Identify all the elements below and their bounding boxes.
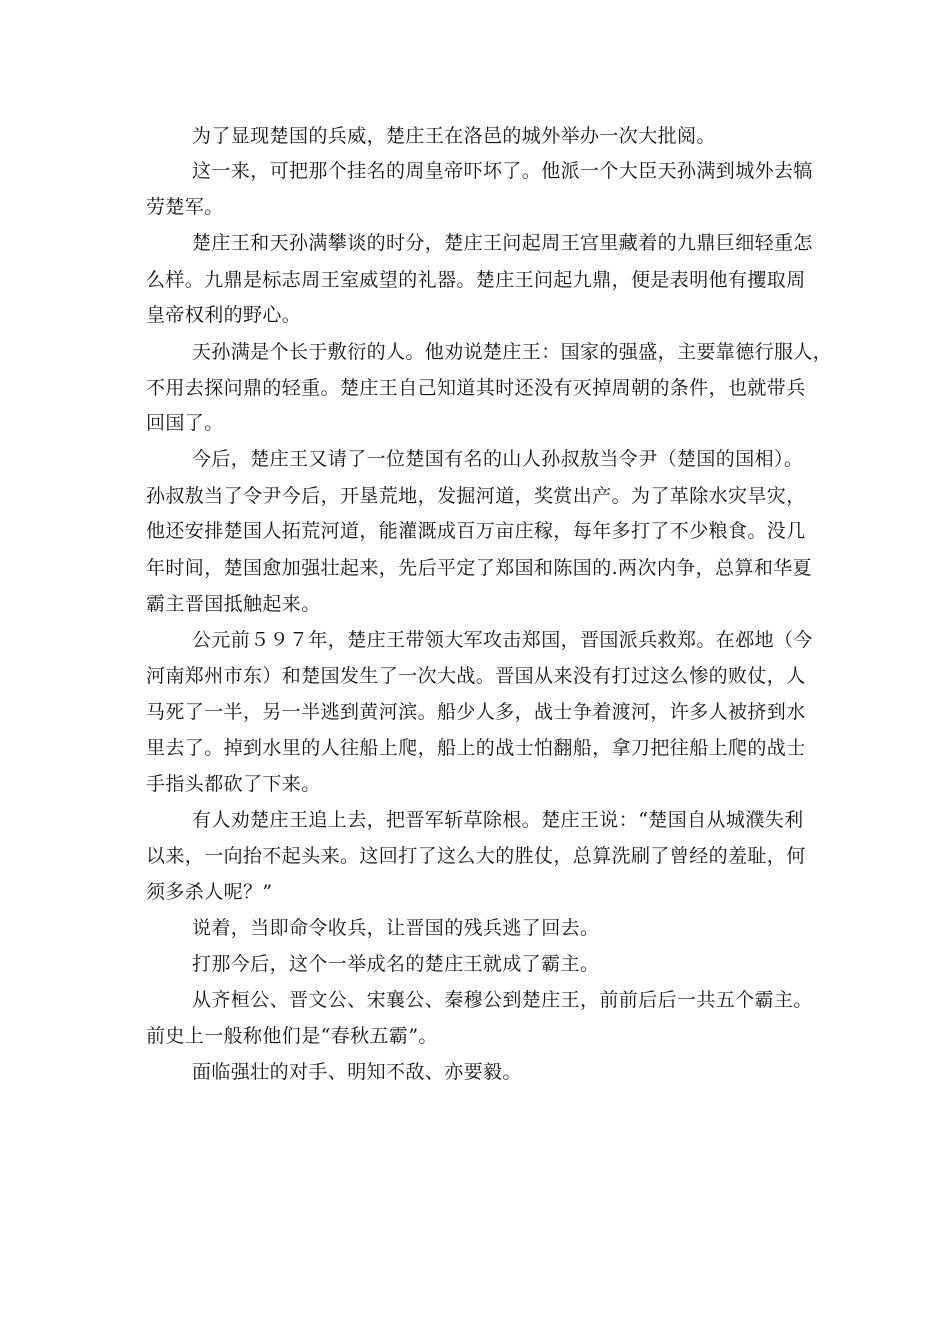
paragraph-6-line-5: 手指头都砍了下来。 <box>146 773 321 795</box>
paragraph-8-line-1: 说着，当即命令收兵，让晋国的残兵逃了回去。 <box>192 917 600 939</box>
paragraph-5-line-3: 他还安排楚国人拓荒河道，能灌溉成百万亩庄稼，每年多打了不少粮食。没几 <box>146 520 806 542</box>
paragraph-10-line-1: 从齐桓公、晋文公、宋襄公、秦穆公到楚庄王，前前后后一共五个霸主。 <box>192 989 813 1011</box>
paragraph-7-line-1: 有人劝楚庄王追上去，把晋军斩草除根。楚庄王说：“楚国自从城濮失利 <box>192 809 804 831</box>
paragraph-2-line-1: 这一来，可把那个挂名的周皇帝吓坏了。他派一个大臣天孙满到城外去犒 <box>192 160 813 182</box>
paragraph-6-line-2: 河南郑州市东）和楚国发生了一次大战。晋国从来没有打过这么惨的败仗，人 <box>146 665 806 687</box>
paragraph-4-line-2: 不用去探问鼎的轻重。楚庄王自己知道其时还没有灭掉周朝的条件，也就带兵 <box>146 377 806 399</box>
paragraph-10-line-2: 前史上一般称他们是“春秋五霸”。 <box>146 1025 438 1047</box>
paragraph-11-line-1: 面临强壮的对手、明知不敌、亦要毅。 <box>192 1061 522 1083</box>
paragraph-3-line-2: 么样。九鼎是标志周王室威望的礼器。楚庄王问起九鼎，便是表明他有攫取周 <box>146 269 806 291</box>
paragraph-4-line-1: 天孙满是个长于敷衍的人。他劝说楚庄王：国家的强盛，主要靠德行服人， <box>192 341 833 363</box>
paragraph-6-line-4: 里去了。掉到水里的人往船上爬，船上的战士怕翻船，拿刀把往船上爬的战士 <box>146 737 806 759</box>
paragraph-7-line-3: 须多杀人呢？” <box>146 881 273 903</box>
paragraph-3-line-3: 皇帝权利的野心。 <box>146 304 302 326</box>
paragraph-2-line-2: 劳楚军。 <box>146 196 224 218</box>
paragraph-3-line-1: 楚庄王和天孙满攀谈的时分，楚庄王问起周王宫里藏着的九鼎巨细轻重怎 <box>192 232 813 254</box>
paragraph-7-line-2: 以来，一向抬不起头来。这回打了这么大的胜仗，总算洗刷了曾经的羞耻，何 <box>146 845 806 867</box>
paragraph-5-line-4: 年时间，楚国愈加强壮起来，先后平定了郑国和陈国的.两次内争，总算和华夏 <box>146 557 813 579</box>
paragraph-6-line-3: 马死了一半，另一半逃到黄河滨。船少人多，战士争着渡河，许多人被挤到水 <box>146 701 806 723</box>
paragraph-9-line-1: 打那今后，这个一举成名的楚庄王就成了霸主。 <box>192 953 600 975</box>
paragraph-5-line-2: 孙叔敖当了令尹今后，开垦荒地，发掘河道，奖赏出产。为了革除水灾旱灾， <box>146 485 806 507</box>
paragraph-6-line-1: 公元前５９７年，楚庄王带领大军攻击郑国，晋国派兵救郑。在邲地（今 <box>192 629 813 651</box>
paragraph-4-line-3: 回国了。 <box>146 412 224 434</box>
paragraph-5-line-1: 今后，楚庄王又请了一位楚国有名的山人孙叔敖当令尹（楚国的国相）。 <box>192 448 804 470</box>
paragraph-5-line-5: 霸主晋国抵触起来。 <box>146 593 321 615</box>
paragraph-1-line-1: 为了显现楚国的兵威，楚庄王在洛邑的城外举办一次大批阅。 <box>192 125 716 147</box>
